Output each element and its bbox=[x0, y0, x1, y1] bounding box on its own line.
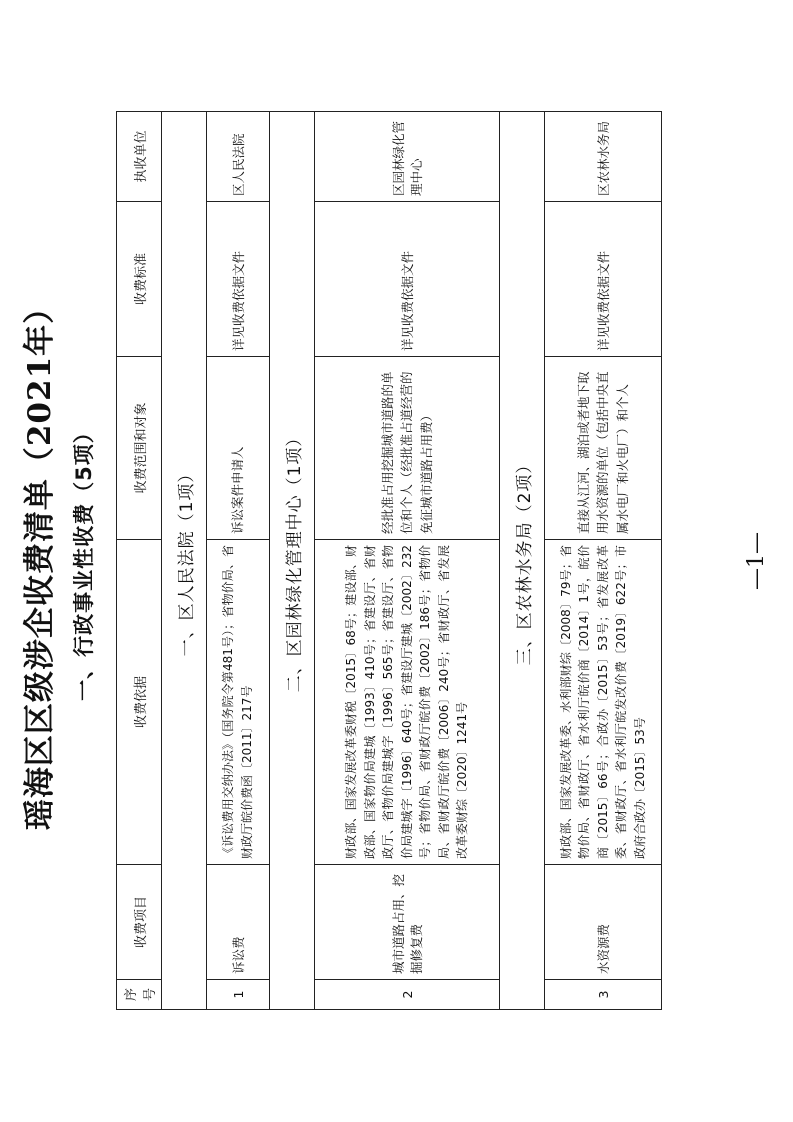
page-number: —1— bbox=[744, 532, 769, 590]
section-subtitle: 一、行政事业性收费（5项） bbox=[72, 421, 96, 701]
section-row bbox=[270, 112, 315, 1010]
document-title: 瑶海区区级涉企收费清单（2021年） bbox=[22, 291, 58, 831]
row-item: 水资源费 bbox=[545, 865, 662, 980]
table-header-row bbox=[117, 112, 162, 1010]
header-standard: 收费标准 bbox=[117, 202, 162, 357]
row-item: 城市道路占用、挖掘修复费 bbox=[315, 865, 500, 980]
row-num: 3 bbox=[545, 980, 662, 1010]
row-basis: 财政部、国家发展改革委、水利部财综〔2008〕79号；省物价局、省财政厅、省水利厅皖价商〔2014〕1号，皖价商〔2015〕66号；合政办〔2015〕53号；省发展改革委、省财政厅、省水利厅皖发改价费〔2019〕622号；市政府合政办〔2015〕53号 bbox=[545, 540, 662, 865]
table-row bbox=[545, 112, 662, 1010]
row-item: 诉讼费 bbox=[207, 865, 270, 980]
row-scope: 经批准占用挖掘城市道路的单位和个人（经批准占道经营的免征城市道路占用费） bbox=[315, 357, 500, 540]
header-item: 收费项目 bbox=[117, 865, 162, 980]
fee-list-table bbox=[116, 111, 662, 1010]
header-scope: 收费范围和对象 bbox=[117, 357, 162, 540]
row-standard: 详见收费依据文件 bbox=[315, 202, 500, 357]
section-label: 一、区人民法院（1项） bbox=[162, 112, 207, 1010]
row-unit: 区人民法院 bbox=[207, 112, 270, 202]
row-unit: 区园林绿化管理中心 bbox=[315, 112, 500, 202]
section-label: 二、区园林绿化管理中心（1项） bbox=[270, 112, 315, 1010]
row-standard: 详见收费依据文件 bbox=[207, 202, 270, 357]
row-unit: 区农林水务局 bbox=[545, 112, 662, 202]
section-row bbox=[162, 112, 207, 1010]
header-basis: 收费依据 bbox=[117, 540, 162, 865]
row-num: 1 bbox=[207, 980, 270, 1010]
row-scope: 诉讼案件申请人 bbox=[207, 357, 270, 540]
row-num: 2 bbox=[315, 980, 500, 1010]
row-basis: 财政部、国家发展改革委财税〔2015〕68号；建设部、财政部、国家物价局建城〔1993〕410号；省建设厅、省财政厅、省物价局建城字〔1996〕565号；省建设厅、省物价局建城字〔1996〕640号；省建设厅建城〔2002〕232号；省物价局、省财政厅皖价费〔2002〕186号；省物价局、省财政厅皖价费〔2006〕240号；省财政厅、省发展改革委财综〔2020〕1241号 bbox=[315, 540, 500, 865]
row-standard: 详见收费依据文件 bbox=[545, 202, 662, 357]
header-num: 序号 bbox=[117, 980, 162, 1010]
row-basis: 《诉讼费用交纳办法》（国务院令第481号）；省物价局、省财政厅皖价费函〔2011〕217号 bbox=[207, 540, 270, 865]
table-row bbox=[207, 112, 270, 1010]
section-row bbox=[500, 112, 545, 1010]
table-row bbox=[315, 112, 500, 1010]
header-unit: 执收单位 bbox=[117, 112, 162, 202]
section-label: 三、区农林水务局（2项） bbox=[500, 112, 545, 1010]
row-scope: 直接从江河、湖泊或者地下取用水资源的单位（包括中央直属水电厂和火电厂）和个人 bbox=[545, 357, 662, 540]
